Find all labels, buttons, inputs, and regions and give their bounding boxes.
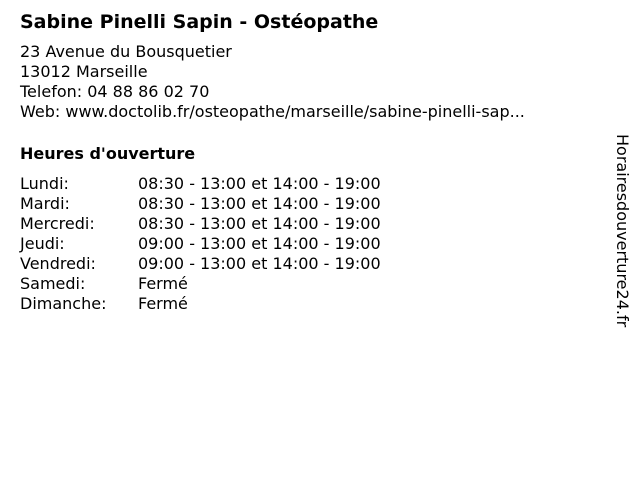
day-label: Mardi:	[20, 194, 70, 213]
day-label: Lundi:	[20, 174, 69, 193]
day-label: Mercredi:	[20, 214, 95, 233]
day-label: Dimanche:	[20, 294, 107, 313]
phone-number[interactable]: Telefon: 04 88 86 02 70	[20, 82, 210, 101]
opening-hours-heading: Heures d'ouverture	[20, 144, 196, 163]
day-label: Samedi:	[20, 274, 86, 293]
city-postcode: 13012 Marseille	[20, 62, 148, 81]
website-link[interactable]: Web: www.doctolib.fr/osteopathe/marseille/sabine-pinelli-sap...	[20, 102, 525, 121]
day-hours: 08:30 - 13:00 et 14:00 - 19:00	[138, 174, 381, 193]
page-title: Sabine Pinelli Sapin - Ostéopathe	[20, 11, 379, 33]
site-brand-watermark: Horairesdouverture24.fr	[613, 134, 632, 328]
day-hours: 08:30 - 13:00 et 14:00 - 19:00	[138, 194, 381, 213]
street-address: 23 Avenue du Bousquetier	[20, 42, 232, 61]
contact-block	[20, 42, 525, 122]
day-hours: 09:00 - 13:00 et 14:00 - 19:00	[138, 234, 381, 253]
day-label: Jeudi:	[20, 234, 65, 253]
day-hours: 09:00 - 13:00 et 14:00 - 19:00	[138, 254, 381, 273]
day-hours: 08:30 - 13:00 et 14:00 - 19:00	[138, 214, 381, 233]
day-hours: Fermé	[138, 274, 188, 293]
day-label: Vendredi:	[20, 254, 96, 273]
day-hours: Fermé	[138, 294, 188, 313]
